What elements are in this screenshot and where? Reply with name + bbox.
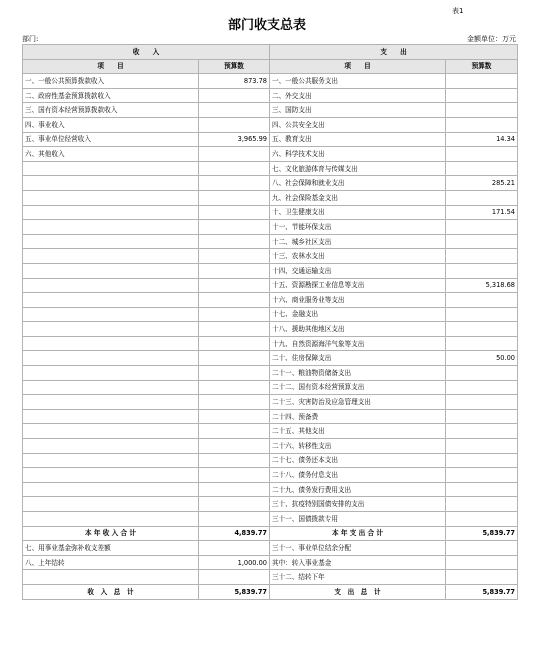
income-item-cell xyxy=(23,190,199,205)
income-amount-cell xyxy=(199,380,270,395)
expense-amount-cell xyxy=(446,293,518,308)
expense-item-cell: 十七、金融支出 xyxy=(270,307,446,322)
expense-item-cell: 二十八、债务付息支出 xyxy=(270,468,446,483)
table-row xyxy=(23,263,518,278)
budget-summary-table xyxy=(22,44,518,600)
table-row xyxy=(23,74,518,89)
expense-item-cell: 二、外交支出 xyxy=(270,88,446,103)
income-amount-cell: 1,000.00 xyxy=(199,555,270,570)
income-item-cell xyxy=(23,482,199,497)
expense-item-cell: 二十五、其他支出 xyxy=(270,424,446,439)
table-row xyxy=(23,512,518,527)
expense-amount-cell xyxy=(446,366,518,381)
table-row xyxy=(23,88,518,103)
table-row xyxy=(23,497,518,512)
table-row xyxy=(23,117,518,132)
income-item-cell: 二、政府性基金预算拨款收入 xyxy=(23,88,199,103)
expense-item-cell: 二十四、预备费 xyxy=(270,409,446,424)
income-amount-cell xyxy=(199,263,270,278)
income-amount-cell xyxy=(199,249,270,264)
expense-item-cell: 二十二、国有资本经营预算支出 xyxy=(270,380,446,395)
income-header: 收 入 xyxy=(23,45,270,60)
table-row xyxy=(23,468,518,483)
income-amount-cell xyxy=(199,220,270,235)
expense-amount-cell: 14.34 xyxy=(446,132,518,147)
expense-amount-cell xyxy=(446,570,518,585)
expense-amount-cell: 5,318.68 xyxy=(446,278,518,293)
income-amount-cell xyxy=(199,424,270,439)
income-item-cell: 一、一般公共预算拨款收入 xyxy=(23,74,199,89)
subtotal-row xyxy=(23,526,518,541)
income-amount-cell xyxy=(199,293,270,308)
income-item-header: 项 目 xyxy=(23,59,199,74)
expense-item-cell: 支 出 总 计 xyxy=(270,584,446,599)
income-amount-cell xyxy=(199,176,270,191)
income-amount-cell xyxy=(199,541,270,556)
expense-amount-cell xyxy=(446,103,518,118)
expense-item-cell: 二十六、转移性支出 xyxy=(270,439,446,454)
table-row xyxy=(23,555,518,570)
income-item-cell xyxy=(23,293,199,308)
expense-amount-cell xyxy=(446,555,518,570)
income-item-cell xyxy=(23,453,199,468)
expense-item-cell: 三十一、国债拨款专用 xyxy=(270,512,446,527)
expense-amount-cell xyxy=(446,190,518,205)
expense-item-cell: 一、一般公共服务支出 xyxy=(270,74,446,89)
income-item-cell: 六、其他收入 xyxy=(23,147,199,162)
expense-amount-cell xyxy=(446,74,518,89)
expense-item-cell: 四、公共安全支出 xyxy=(270,117,446,132)
expense-amount-cell xyxy=(446,424,518,439)
income-amount-cell: 3,965.99 xyxy=(199,132,270,147)
table-row xyxy=(23,176,518,191)
table-number: 表1 xyxy=(452,7,464,15)
table-row xyxy=(23,541,518,556)
expense-amount-cell xyxy=(446,117,518,132)
income-item-cell xyxy=(23,497,199,512)
income-item-cell xyxy=(23,176,199,191)
amount-unit-label: 金额单位：万元 xyxy=(467,35,516,43)
income-item-cell xyxy=(23,220,199,235)
table-row xyxy=(23,161,518,176)
expense-item-cell: 三十二、结转下年 xyxy=(270,570,446,585)
expense-item-cell: 九、社会保险基金支出 xyxy=(270,190,446,205)
income-item-cell: 七、用事业基金弥补收支差额 xyxy=(23,541,199,556)
table-row xyxy=(23,395,518,410)
table-row xyxy=(23,336,518,351)
income-amount-cell xyxy=(199,409,270,424)
income-amount-cell xyxy=(199,161,270,176)
table-row xyxy=(23,366,518,381)
expense-item-cell: 十三、农林水支出 xyxy=(270,249,446,264)
expense-amount-cell xyxy=(446,249,518,264)
expense-amount-cell: 5,839.77 xyxy=(446,584,518,599)
income-item-cell xyxy=(23,278,199,293)
expense-amount-cell xyxy=(446,147,518,162)
expense-amount-cell xyxy=(446,409,518,424)
expense-item-cell: 八、社会保障和就业支出 xyxy=(270,176,446,191)
income-amount-cell xyxy=(199,468,270,483)
expense-item-cell: 二十三、灾害防治及应急管理支出 xyxy=(270,395,446,410)
table-row xyxy=(23,278,518,293)
expense-amount-cell xyxy=(446,263,518,278)
income-item-cell: 本 年 收 入 合 计 xyxy=(23,526,199,541)
expense-amount-cell: 171.54 xyxy=(446,205,518,220)
expense-item-cell: 十八、援助其他地区支出 xyxy=(270,322,446,337)
income-item-cell: 五、事业单位经营收入 xyxy=(23,132,199,147)
table-row xyxy=(23,147,518,162)
expense-item-header: 项 目 xyxy=(270,59,446,74)
expense-amount-cell xyxy=(446,468,518,483)
table-row xyxy=(23,453,518,468)
expense-amount-cell xyxy=(446,161,518,176)
income-item-cell: 收 入 总 计 xyxy=(23,584,199,599)
income-amount-cell xyxy=(199,88,270,103)
expense-item-cell: 三十、抗疫特别国债安排的支出 xyxy=(270,497,446,512)
income-item-cell: 八、上年结转 xyxy=(23,555,199,570)
table-row xyxy=(23,234,518,249)
expense-item-cell: 十、卫生健康支出 xyxy=(270,205,446,220)
income-item-cell xyxy=(23,161,199,176)
table-row xyxy=(23,190,518,205)
income-item-cell xyxy=(23,366,199,381)
grand-total-row xyxy=(23,584,518,599)
expense-item-cell: 五、教育支出 xyxy=(270,132,446,147)
table-row xyxy=(23,220,518,235)
expense-item-cell: 三、国防支出 xyxy=(270,103,446,118)
income-amount-cell xyxy=(199,147,270,162)
expense-amount-cell xyxy=(446,336,518,351)
expense-amount-cell xyxy=(446,380,518,395)
expense-item-cell: 本 年 支 出 合 计 xyxy=(270,526,446,541)
income-amount-cell xyxy=(199,307,270,322)
expense-item-cell: 二十九、债务发行费用支出 xyxy=(270,482,446,497)
income-item-cell xyxy=(23,395,199,410)
income-amount-cell: 873.78 xyxy=(199,74,270,89)
expense-amount-cell: 50.00 xyxy=(446,351,518,366)
expense-amount-cell xyxy=(446,220,518,235)
income-amount-cell xyxy=(199,117,270,132)
expense-item-cell: 六、科学技术支出 xyxy=(270,147,446,162)
department-label: 部门: xyxy=(22,35,39,43)
expense-budget-header: 预算数 xyxy=(446,59,518,74)
income-amount-cell xyxy=(199,234,270,249)
income-amount-cell xyxy=(199,453,270,468)
income-budget-header: 预算数 xyxy=(199,59,270,74)
income-amount-cell xyxy=(199,351,270,366)
expense-amount-cell xyxy=(446,88,518,103)
income-item-cell xyxy=(23,570,199,585)
expense-amount-cell xyxy=(446,482,518,497)
income-item-cell: 四、事业收入 xyxy=(23,117,199,132)
income-item-cell xyxy=(23,322,199,337)
expense-amount-cell xyxy=(446,541,518,556)
income-amount-cell xyxy=(199,278,270,293)
income-amount-cell xyxy=(199,103,270,118)
table-row xyxy=(23,205,518,220)
income-amount-cell xyxy=(199,366,270,381)
income-item-cell xyxy=(23,336,199,351)
income-amount-cell xyxy=(199,322,270,337)
expense-amount-cell xyxy=(446,453,518,468)
expense-item-cell: 十六、商业服务业等支出 xyxy=(270,293,446,308)
expense-item-cell: 十四、交通运输支出 xyxy=(270,263,446,278)
income-amount-cell xyxy=(199,512,270,527)
expense-item-cell: 十九、自然资源海洋气象等支出 xyxy=(270,336,446,351)
income-item-cell xyxy=(23,307,199,322)
expense-amount-cell: 285.21 xyxy=(446,176,518,191)
expense-amount-cell xyxy=(446,439,518,454)
income-item-cell xyxy=(23,205,199,220)
expense-amount-cell xyxy=(446,322,518,337)
income-amount-cell: 5,839.77 xyxy=(199,584,270,599)
income-item-cell xyxy=(23,409,199,424)
income-amount-cell xyxy=(199,190,270,205)
income-item-cell xyxy=(23,249,199,264)
income-item-cell xyxy=(23,263,199,278)
income-item-cell xyxy=(23,380,199,395)
table-row xyxy=(23,570,518,585)
expense-amount-cell xyxy=(446,395,518,410)
table-row xyxy=(23,103,518,118)
table-row xyxy=(23,322,518,337)
income-item-cell xyxy=(23,424,199,439)
income-item-cell xyxy=(23,351,199,366)
table-row xyxy=(23,351,518,366)
income-amount-cell xyxy=(199,497,270,512)
expense-item-cell: 三十一、事业单位结余分配 xyxy=(270,541,446,556)
page-title: 部门收支总表 xyxy=(227,18,306,33)
table-row xyxy=(23,482,518,497)
expense-item-cell: 七、文化旅游体育与传媒支出 xyxy=(270,161,446,176)
income-item-cell xyxy=(23,439,199,454)
income-item-cell xyxy=(23,234,199,249)
table-row xyxy=(23,424,518,439)
income-item-cell xyxy=(23,512,199,527)
table-row xyxy=(23,132,518,147)
income-amount-cell: 4,839.77 xyxy=(199,526,270,541)
expense-amount-cell xyxy=(446,497,518,512)
table-row xyxy=(23,380,518,395)
income-amount-cell xyxy=(199,395,270,410)
expense-amount-cell: 5,839.77 xyxy=(446,526,518,541)
income-item-cell: 三、国有资本经营预算拨款收入 xyxy=(23,103,199,118)
income-amount-cell xyxy=(199,439,270,454)
expense-item-cell: 二十七、债务还本支出 xyxy=(270,453,446,468)
expense-item-cell: 其中：转入事业基金 xyxy=(270,555,446,570)
table-row xyxy=(23,249,518,264)
table-row xyxy=(23,293,518,308)
income-amount-cell xyxy=(199,205,270,220)
income-amount-cell xyxy=(199,336,270,351)
expense-item-cell: 二十、住房保障支出 xyxy=(270,351,446,366)
column-header-row xyxy=(23,59,518,74)
table-row xyxy=(23,439,518,454)
expense-item-cell: 十五、资源勘探工业信息等支出 xyxy=(270,278,446,293)
expense-amount-cell xyxy=(446,234,518,249)
table-row xyxy=(23,307,518,322)
table-row xyxy=(23,409,518,424)
expense-item-cell: 十一、节能环保支出 xyxy=(270,220,446,235)
expense-header: 支 出 xyxy=(270,45,518,60)
expense-amount-cell xyxy=(446,512,518,527)
income-item-cell xyxy=(23,468,199,483)
income-amount-cell xyxy=(199,482,270,497)
expense-amount-cell xyxy=(446,307,518,322)
expense-item-cell: 十二、城乡社区支出 xyxy=(270,234,446,249)
expense-item-cell: 二十一、粮油物资储备支出 xyxy=(270,366,446,381)
section-header-row xyxy=(23,45,518,60)
income-amount-cell xyxy=(199,570,270,585)
